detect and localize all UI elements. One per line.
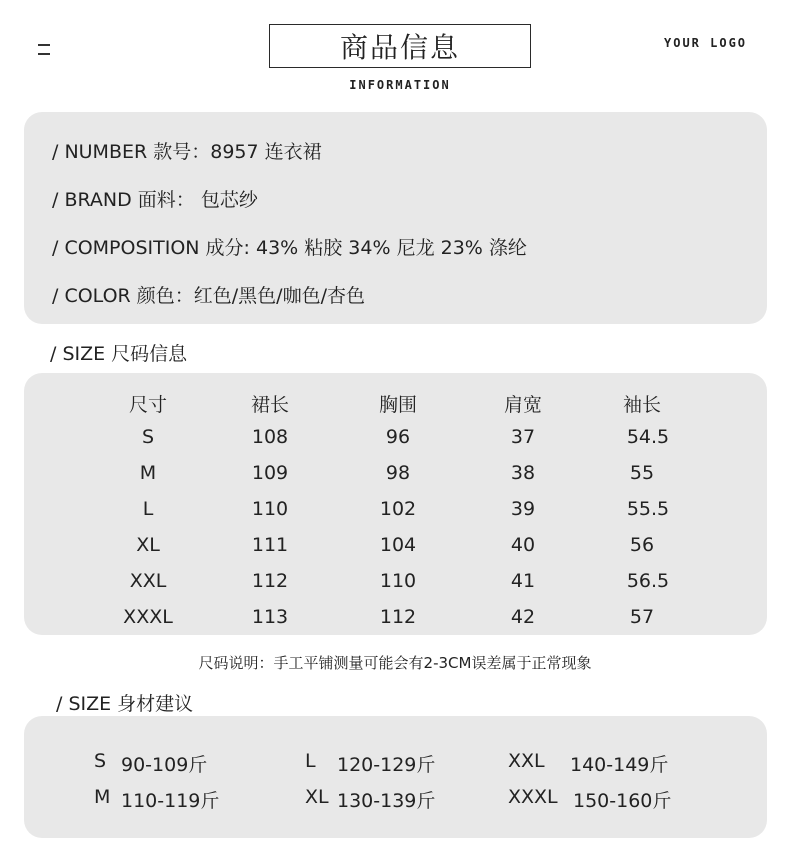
table-cell: 57 — [629, 606, 655, 628]
table-cell: 109 — [251, 462, 289, 484]
table-cell: 113 — [251, 606, 289, 628]
table-cell: 110 — [379, 570, 417, 592]
table-cell: M — [139, 462, 157, 484]
table-cell: 54.5 — [626, 426, 670, 448]
info-composition: / COMPOSITION 成分: 43% 粘胶 34% 尼龙 23% 涤纶 — [52, 237, 527, 259]
table-cell: 56.5 — [626, 570, 670, 592]
rec-range: 90-109斤 — [121, 754, 208, 776]
recommendation-section-label: / SIZE 身材建议 — [56, 693, 194, 715]
rec-size: S — [94, 750, 107, 772]
brand-logo: YOUR LOGO — [664, 36, 748, 50]
size-table-header: 尺寸 — [128, 394, 167, 416]
rec-size: XXL — [508, 750, 545, 772]
rec-range: 150-160斤 — [573, 790, 672, 812]
size-table-header: 裙长 — [250, 394, 289, 416]
table-cell: 98 — [385, 462, 411, 484]
table-cell: 56 — [629, 534, 655, 556]
rec-range: 140-149斤 — [570, 754, 669, 776]
rec-size: XXXL — [508, 786, 558, 808]
table-cell: 110 — [251, 498, 289, 520]
table-cell: 40 — [510, 534, 536, 556]
rec-range: 130-139斤 — [337, 790, 436, 812]
size-section-label: / SIZE 尺码信息 — [50, 343, 188, 365]
table-cell: 38 — [510, 462, 536, 484]
info-brand: / BRAND 面料： 包芯纱 — [52, 189, 258, 211]
table-cell: 112 — [251, 570, 289, 592]
size-table-header: 袖长 — [622, 394, 661, 416]
table-cell: 41 — [510, 570, 536, 592]
page-title: 商品信息 — [269, 24, 531, 68]
rec-range: 120-129斤 — [337, 754, 436, 776]
rec-size: M — [94, 786, 111, 808]
table-cell: 37 — [510, 426, 536, 448]
table-cell: 104 — [379, 534, 417, 556]
size-table-header: 胸围 — [378, 394, 417, 416]
info-color: / COLOR 颜色：红色/黑色/咖色/杏色 — [52, 285, 365, 307]
table-cell: 55 — [629, 462, 655, 484]
rec-size: XL — [305, 786, 329, 808]
rec-range: 110-119斤 — [121, 790, 220, 812]
table-cell: XXXL — [123, 606, 173, 628]
table-cell: L — [142, 498, 154, 520]
page-subtitle: INFORMATION — [349, 78, 451, 92]
table-cell: 111 — [251, 534, 289, 556]
table-cell: 96 — [385, 426, 411, 448]
table-cell: 102 — [379, 498, 417, 520]
table-cell: XXL — [129, 570, 167, 592]
table-cell: 112 — [379, 606, 417, 628]
size-table-header: 肩宽 — [503, 394, 542, 416]
table-cell: 39 — [510, 498, 536, 520]
table-cell: 55.5 — [626, 498, 670, 520]
rec-size: L — [305, 750, 316, 772]
recommendation-panel — [24, 716, 767, 838]
info-number: / NUMBER 款号：8957 连衣裙 — [52, 141, 322, 163]
table-cell: XL — [136, 534, 160, 556]
table-cell: 42 — [510, 606, 536, 628]
table-cell: S — [141, 426, 155, 448]
table-cell: 108 — [251, 426, 289, 448]
measurement-note: 尺码说明：手工平铺测量可能会有2-3CM误差属于正常现象 — [198, 654, 592, 672]
menu-dash-icon — [38, 40, 50, 56]
